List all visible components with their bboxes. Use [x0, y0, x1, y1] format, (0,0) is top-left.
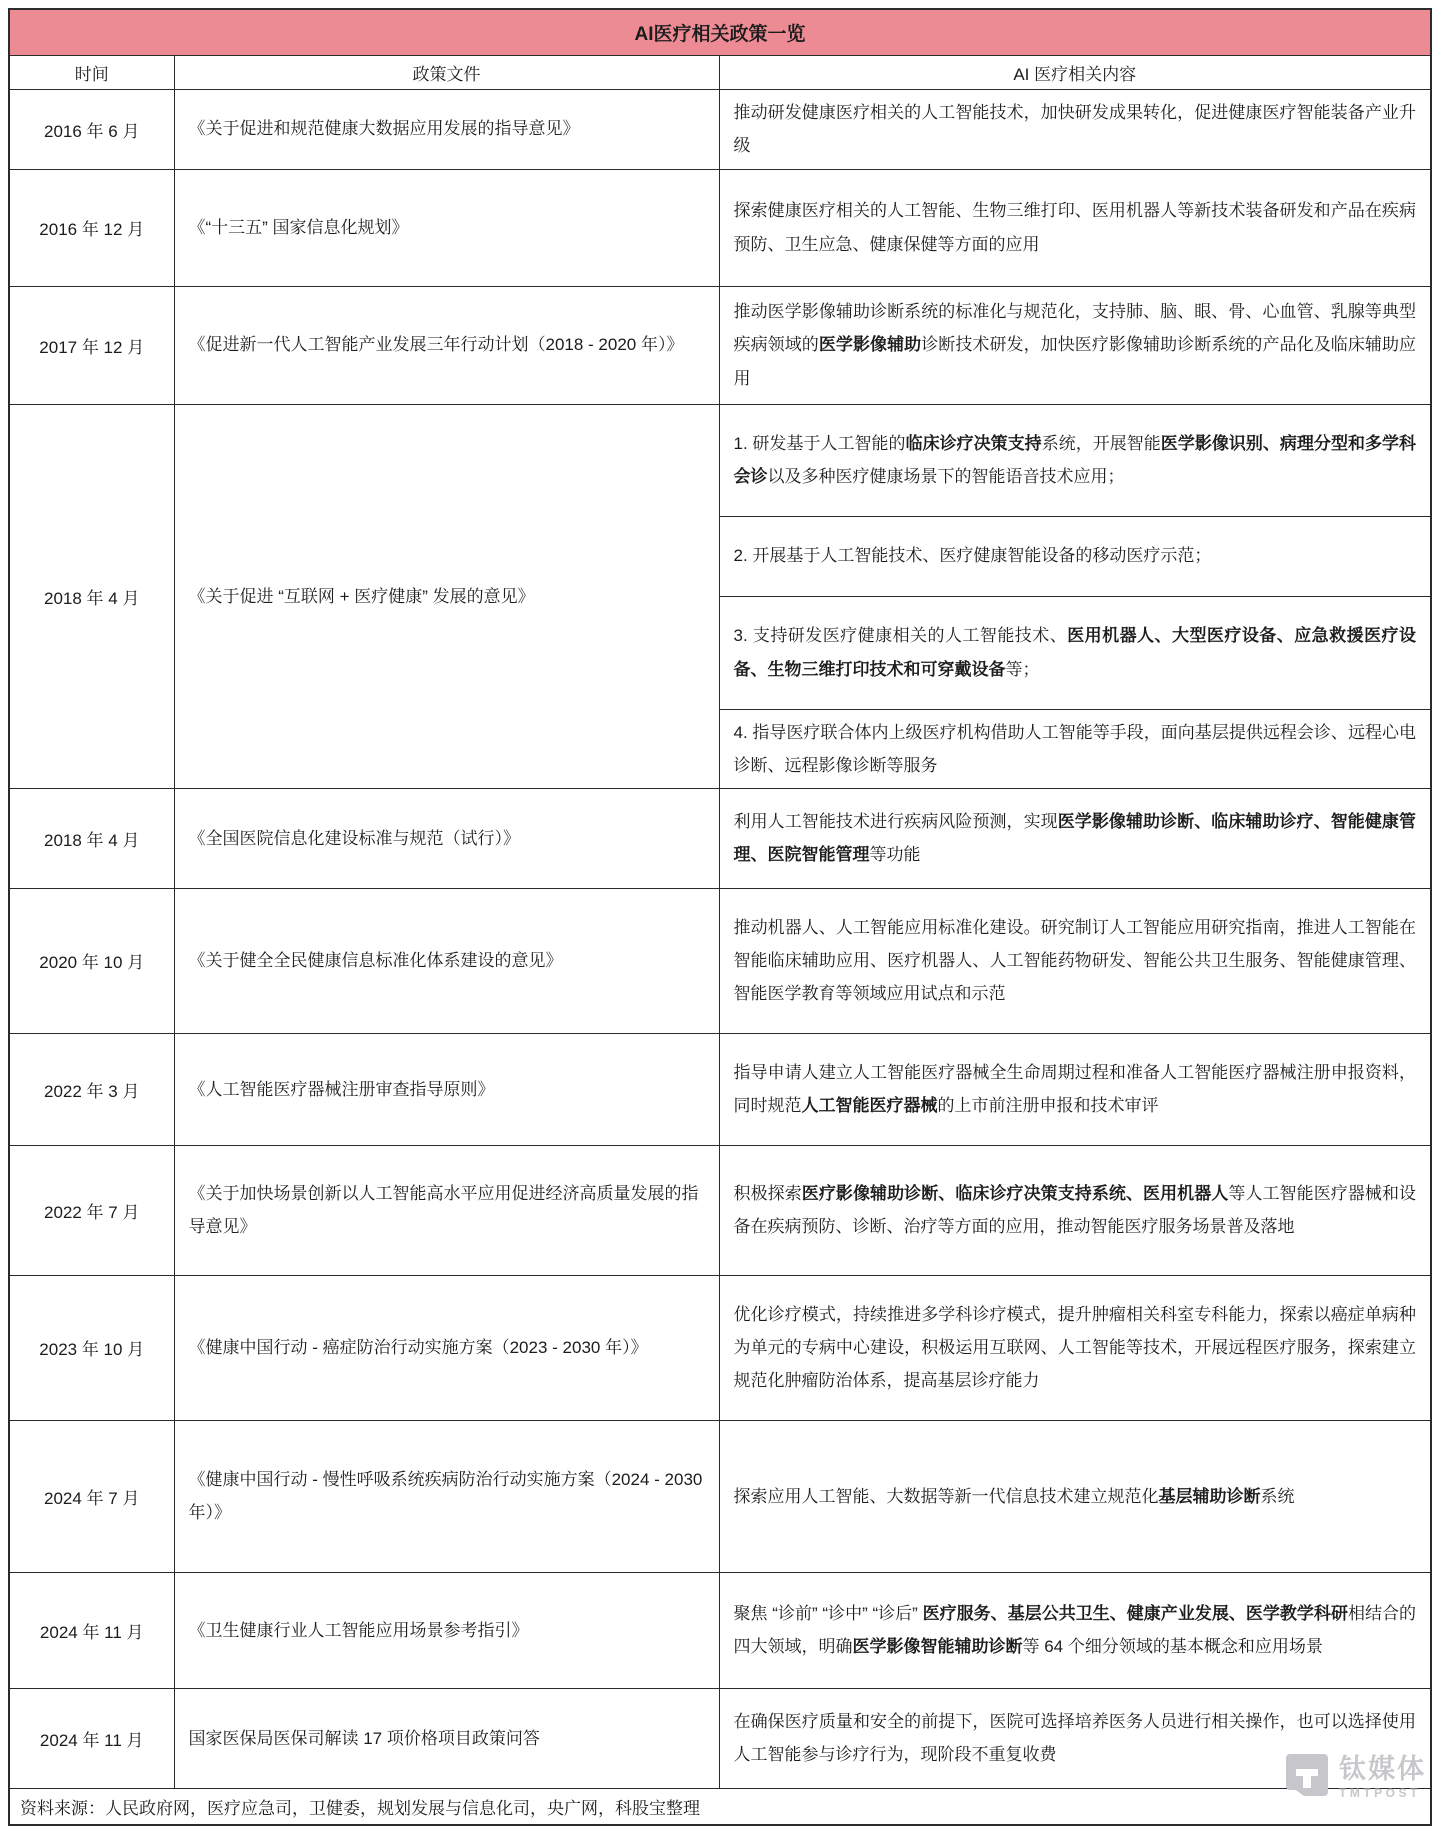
table-row — [9, 1033, 1431, 1145]
time-cell: 2022 年 3 月 — [9, 1033, 174, 1145]
policy-table — [8, 8, 1432, 1826]
policy-cell: 《关于促进 “互联网 + 医疗健康” 发展的意见》 — [174, 404, 719, 788]
table-row — [9, 1145, 1431, 1275]
time-cell: 2016 年 6 月 — [9, 89, 174, 169]
source-row — [9, 1788, 1431, 1825]
content-cell: 4. 指导医疗联合体内上级医疗机构借助人工智能等手段，面向基层提供远程会诊、远程心电诊断、远程影像诊断等服务 — [719, 709, 1431, 788]
content-cell: 在确保医疗质量和安全的前提下，医院可选择培养医务人员进行相关操作，也可以选择使用人工智能参与诊疗行为，现阶段不重复收费 — [719, 1688, 1431, 1788]
content-cell: 推动医学影像辅助诊断系统的标准化与规范化，支持肺、脑、眼、骨、心血管、乳腺等典型疾病领域的医学影像辅助诊断技术研发，加快医疗影像辅助诊断系统的产品化及临床辅助应用 — [719, 286, 1431, 404]
policy-cell: 《关于促进和规范健康大数据应用发展的指导意见》 — [174, 89, 719, 169]
policy-cell: 《全国医院信息化建设标准与规范（试行）》 — [174, 788, 719, 888]
source-note: 资料来源：人民政府网，医疗应急司，卫健委，规划发展与信息化司，央广网，科股宝整理 — [9, 1788, 1431, 1825]
time-cell: 2023 年 10 月 — [9, 1275, 174, 1420]
time-cell: 2016 年 12 月 — [9, 169, 174, 286]
tmtpost-name-en: TMTPOST — [1339, 1785, 1421, 1800]
table-row — [9, 1688, 1431, 1788]
title-row — [9, 9, 1431, 55]
time-cell: 2024 年 11 月 — [9, 1688, 174, 1788]
policy-cell: 《“十三五” 国家信息化规划》 — [174, 169, 719, 286]
content-cell: 推动机器人、人工智能应用标准化建设。研究制订人工智能应用研究指南，推进人工智能在智能临床辅助应用、医疗机器人、人工智能药物研发、智能公共卫生服务、智能健康管理、智能医学教育等领域应用试点和示范 — [719, 888, 1431, 1033]
content-cell: 探索健康医疗相关的人工智能、生物三维打印、医用机器人等新技术装备研发和产品在疾病预防、卫生应急、健康保健等方面的应用 — [719, 169, 1431, 286]
policy-cell: 《健康中国行动 - 慢性呼吸系统疾病防治行动实施方案（2024 - 2030 年）》 — [174, 1420, 719, 1572]
content-cell: 推动研发健康医疗相关的人工智能技术，加快研发成果转化，促进健康医疗智能装备产业升级 — [719, 89, 1431, 169]
policy-cell: 《关于健全全民健康信息标准化体系建设的意见》 — [174, 888, 719, 1033]
column-header-policy: 政策文件 — [174, 55, 719, 89]
time-cell: 2024 年 7 月 — [9, 1420, 174, 1572]
tmtpost-name-cn: 钛媒体 — [1339, 1754, 1426, 1785]
table-row — [9, 1420, 1431, 1572]
content-cell: 优化诊疗模式，持续推进多学科诊疗模式，提升肿瘤相关科室专科能力，探索以癌症单病种为单元的专病中心建设，积极运用互联网、人工智能等技术，开展远程医疗服务，探索建立规范化肿瘤防治体系，提高基层诊疗能力 — [719, 1275, 1431, 1420]
content-cell: 指导申请人建立人工智能医疗器械全生命周期过程和准备人工智能医疗器械注册申报资料，同时规范人工智能医疗器械的上市前注册申报和技术审评 — [719, 1033, 1431, 1145]
policy-cell: 《人工智能医疗器械注册审查指导原则》 — [174, 1033, 719, 1145]
policy-cell: 《卫生健康行业人工智能应用场景参考指引》 — [174, 1572, 719, 1688]
time-cell: 2018 年 4 月 — [9, 788, 174, 888]
table-row — [9, 169, 1431, 286]
content-cell: 1. 研发基于人工智能的临床诊疗决策支持系统，开展智能医学影像识别、病理分型和多学科会诊以及多种医疗健康场景下的智能语音技术应用； — [719, 404, 1431, 516]
table-row — [9, 788, 1431, 888]
table-row — [9, 286, 1431, 404]
policy-cell: 《促进新一代人工智能产业发展三年行动计划（2018 - 2020 年）》 — [174, 286, 719, 404]
table-row — [9, 1275, 1431, 1420]
time-cell: 2022 年 7 月 — [9, 1145, 174, 1275]
content-cell: 探索应用人工智能、大数据等新一代信息技术建立规范化基层辅助诊断系统 — [719, 1420, 1431, 1572]
policy-cell: 《关于加快场景创新以人工智能高水平应用促进经济高质量发展的指导意见》 — [174, 1145, 719, 1275]
table-row — [9, 404, 1431, 516]
header-row — [9, 55, 1431, 89]
table-row — [9, 1572, 1431, 1688]
table-row — [9, 89, 1431, 169]
time-cell: 2024 年 11 月 — [9, 1572, 174, 1688]
table-row — [9, 888, 1431, 1033]
policy-cell: 《健康中国行动 - 癌症防治行动实施方案（2023 - 2030 年）》 — [174, 1275, 719, 1420]
column-header-content: AI 医疗相关内容 — [719, 55, 1431, 89]
content-cell: 积极探索医疗影像辅助诊断、临床诊疗决策支持系统、医用机器人等人工智能医疗器械和设备在疾病预防、诊断、治疗等方面的应用，推动智能医疗服务场景普及落地 — [719, 1145, 1431, 1275]
policy-cell: 国家医保局医保司解读 17 项价格项目政策问答 — [174, 1688, 719, 1788]
content-cell: 聚焦 “诊前” “诊中” “诊后” 医疗服务、基层公共卫生、健康产业发展、医学教学科研相结合的四大领域，明确医学影像智能辅助诊断等 64 个细分领域的基本概念和应用场景 — [719, 1572, 1431, 1688]
time-cell: 2020 年 10 月 — [9, 888, 174, 1033]
content-cell: 2. 开展基于人工智能技术、医疗健康智能设备的移动医疗示范； — [719, 516, 1431, 596]
content-cell: 利用人工智能技术进行疾病风险预测，实现医学影像辅助诊断、临床辅助诊疗、智能健康管理、医院智能管理等功能 — [719, 788, 1431, 888]
content-cell: 3. 支持研发医疗健康相关的人工智能技术、医用机器人、大型医疗设备、应急救援医疗设备、生物三维打印技术和可穿戴设备等； — [719, 596, 1431, 709]
time-cell: 2017 年 12 月 — [9, 286, 174, 404]
time-cell: 2018 年 4 月 — [9, 404, 174, 788]
table-title: AI医疗相关政策一览 — [9, 9, 1431, 55]
column-header-time: 时间 — [9, 55, 174, 89]
